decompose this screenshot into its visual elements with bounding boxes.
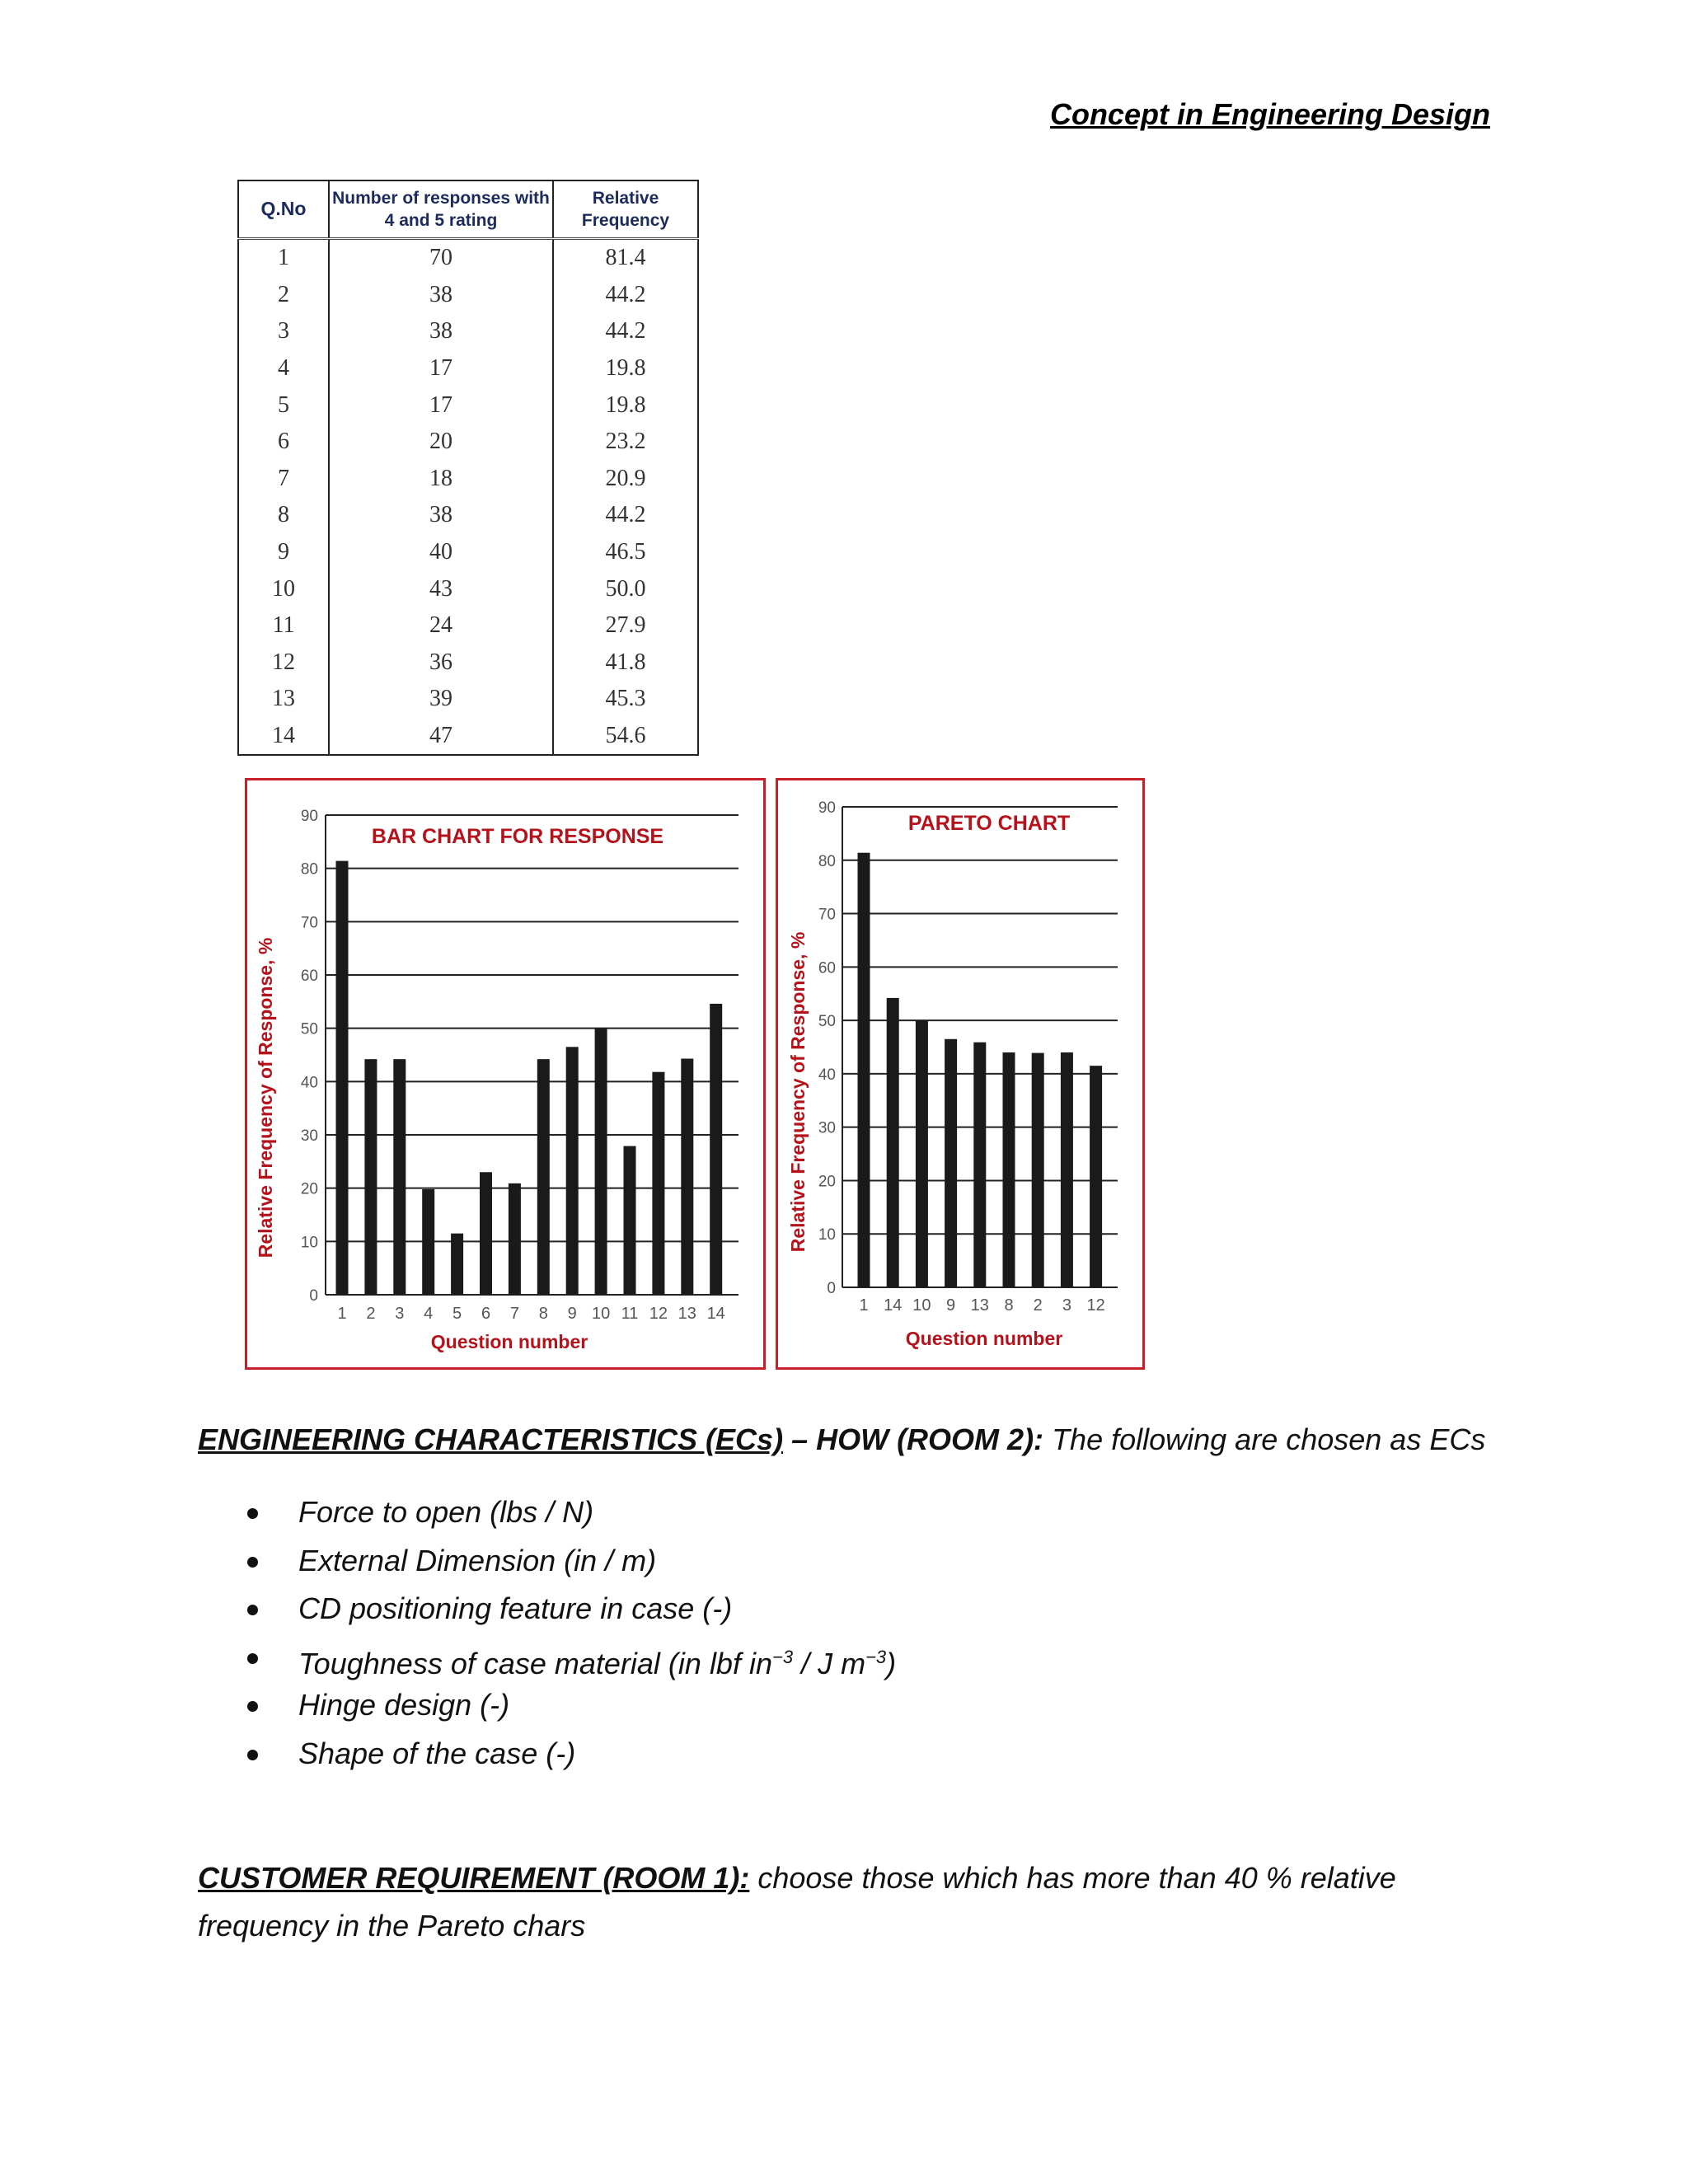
x-tick-label: 7 [509,1305,519,1323]
table-row [238,239,698,277]
bar [652,1072,664,1295]
bar [945,1039,957,1287]
bullet-icon [247,1653,258,1664]
bar [393,1059,406,1295]
table-header-row [238,180,698,239]
y-tick-label: 70 [818,906,836,924]
cell-responses: 36 [329,644,553,682]
cell-qno: 2 [238,277,329,314]
x-tick-label: 14 [884,1296,903,1315]
column-header-responses: Number of responses with 4 and 5 rating [329,180,553,239]
bar [973,1043,986,1287]
x-tick-label: 13 [970,1296,989,1315]
ec-heading: ENGINEERING CHARACTERISTICS (ECs) [198,1422,784,1456]
y-tick-label: 10 [818,1226,836,1244]
table-row [238,497,698,534]
bullet-icon [247,1605,258,1615]
ec-section-heading [198,1416,1517,1464]
cell-relative-frequency: 44.2 [553,497,698,534]
x-tick-label: 1 [859,1296,869,1315]
ec-intro: The following are chosen as ECs [1052,1422,1486,1456]
bullet-icon [247,1701,258,1712]
cell-responses: 43 [329,570,553,607]
response-table [237,180,699,756]
ec-list-item: Hinge design (-) [239,1681,896,1730]
cell-relative-frequency: 19.8 [553,387,698,424]
x-tick-label: 8 [1004,1296,1014,1315]
x-tick-label: 10 [912,1296,931,1315]
bar [916,1020,928,1287]
bar [566,1047,579,1295]
y-tick-label: 50 [818,1013,836,1031]
cell-responses: 18 [329,461,553,498]
x-tick-label: 2 [1033,1296,1043,1315]
x-axis-label: Question number [905,1328,1063,1349]
bar [364,1059,377,1295]
bar [1090,1066,1102,1287]
table-row [238,570,698,607]
cell-qno: 14 [238,718,329,756]
y-tick-label: 10 [300,1234,318,1252]
x-tick-label: 4 [424,1305,434,1323]
bar [681,1059,693,1295]
ec-list [239,1488,896,1779]
cell-relative-frequency: 27.9 [553,607,698,644]
ec-heading-suffix: – HOW (ROOM 2): [783,1422,1044,1456]
bar-chart-response [245,778,766,1370]
cell-relative-frequency: 19.8 [553,350,698,387]
cr-text: choose those which has more than 40 % relative frequency in the Pareto chars [198,1861,1396,1943]
x-tick-label: 10 [591,1305,611,1323]
cell-qno: 5 [238,387,329,424]
x-tick-label: 8 [538,1305,548,1323]
table-row [238,350,698,387]
table-row [238,534,698,571]
chart-title: PARETO CHART [907,812,1071,835]
y-tick-label: 40 [300,1074,318,1092]
column-header-relative-frequency: Relative Frequency [553,180,698,239]
chart-title: BAR CHART FOR RESPONSE [371,825,664,848]
y-tick-label: 50 [300,1020,318,1038]
x-tick-label: 12 [649,1305,668,1323]
cell-relative-frequency: 23.2 [553,424,698,461]
cell-relative-frequency: 41.8 [553,644,698,682]
bar [336,861,349,1295]
bar [887,998,899,1287]
x-tick-label: 9 [567,1305,577,1323]
table-row [238,461,698,498]
y-tick-label: 90 [300,808,318,825]
bullet-icon [247,1508,258,1519]
y-tick-label: 0 [309,1287,318,1305]
bar [1003,1052,1015,1287]
y-tick-label: 60 [818,959,836,977]
cell-qno: 11 [238,607,329,644]
cell-relative-frequency: 50.0 [553,570,698,607]
cell-qno: 8 [238,497,329,534]
bullet-icon [247,1750,258,1760]
x-tick-label: 2 [366,1305,376,1323]
cell-qno: 7 [238,461,329,498]
cell-responses: 38 [329,277,553,314]
cell-relative-frequency: 44.2 [553,277,698,314]
x-axis-label: Question number [430,1331,588,1352]
y-axis-label: Relative Frequency of Response, % [787,931,809,1253]
y-axis-label: Relative Frequency of Response, % [255,937,276,1258]
y-tick-label: 20 [818,1173,836,1191]
cr-heading: CUSTOMER REQUIREMENT (ROOM 1): [198,1861,750,1895]
cell-qno: 3 [238,313,329,350]
cell-relative-frequency: 20.9 [553,461,698,498]
y-tick-label: 90 [818,799,836,817]
cell-qno: 9 [238,534,329,571]
ec-list-item: Toughness of case material (in lbf $in^{-3}$ / J $m^{-3}$) [239,1633,896,1682]
cell-responses: 70 [329,239,553,277]
cell-responses: 47 [329,718,553,756]
bar [624,1146,636,1295]
bar [1061,1052,1073,1287]
bar [451,1234,463,1295]
cell-qno: 6 [238,424,329,461]
y-tick-label: 30 [300,1127,318,1145]
cell-relative-frequency: 45.3 [553,681,698,718]
x-tick-label: 13 [678,1305,696,1323]
cell-relative-frequency: 44.2 [553,313,698,350]
x-tick-label: 14 [706,1305,725,1323]
table-body [238,239,698,756]
ec-list-item: Shape of the case (-) [239,1730,896,1779]
x-tick-label: 3 [395,1305,405,1323]
x-tick-label: 5 [452,1305,462,1323]
y-tick-label: 0 [827,1280,836,1297]
cell-responses: 24 [329,607,553,644]
y-tick-label: 30 [818,1119,836,1137]
y-tick-label: 80 [818,852,836,870]
page-header-title: Concept in Engineering Design [1049,97,1490,131]
cell-responses: 39 [329,681,553,718]
cell-qno: 13 [238,681,329,718]
table-row [238,644,698,682]
cell-relative-frequency: 81.4 [553,239,698,277]
column-header-qno: Q.No [238,180,329,239]
x-tick-label: 1 [337,1305,347,1323]
ec-list-item: CD positioning feature in case (-) [239,1585,896,1633]
cell-responses: 38 [329,313,553,350]
cell-relative-frequency: 46.5 [553,534,698,571]
table-row [238,277,698,314]
pareto-chart [776,778,1145,1370]
y-tick-label: 60 [300,968,318,985]
cell-responses: 17 [329,387,553,424]
x-tick-label: 9 [946,1296,956,1315]
x-tick-label: 12 [1086,1296,1105,1315]
pareto-chart-svg [778,780,1142,1367]
cell-responses: 38 [329,497,553,534]
table-row [238,313,698,350]
cell-responses: 40 [329,534,553,571]
x-tick-label: 11 [621,1305,639,1323]
bar-chart-svg [247,780,763,1367]
bar [710,1004,722,1295]
bar [537,1059,550,1295]
bar [595,1029,607,1295]
cell-relative-frequency: 54.6 [553,718,698,756]
y-tick-label: 40 [818,1066,836,1084]
y-tick-label: 70 [300,914,318,932]
ec-list-item: External Dimension (in / m) [239,1537,896,1586]
cell-qno: 4 [238,350,329,387]
x-tick-label: 6 [481,1305,491,1323]
bar [1032,1053,1044,1287]
bullet-icon [247,1557,258,1568]
cell-qno: 10 [238,570,329,607]
bar [480,1172,492,1295]
bar [509,1183,521,1295]
bar [422,1189,434,1295]
cell-responses: 20 [329,424,553,461]
cell-qno: 12 [238,644,329,682]
cell-qno: 1 [238,239,329,277]
cr-section [198,1854,1517,1950]
table-row [238,387,698,424]
cell-responses: 17 [329,350,553,387]
table-row [238,424,698,461]
table-row [238,607,698,644]
table-row [238,718,698,756]
table-row [238,681,698,718]
x-tick-label: 3 [1062,1296,1071,1315]
y-tick-label: 20 [300,1180,318,1198]
y-tick-label: 80 [300,860,318,879]
bar [858,853,870,1287]
ec-list-item: Force to open (lbs / N) [239,1488,896,1537]
